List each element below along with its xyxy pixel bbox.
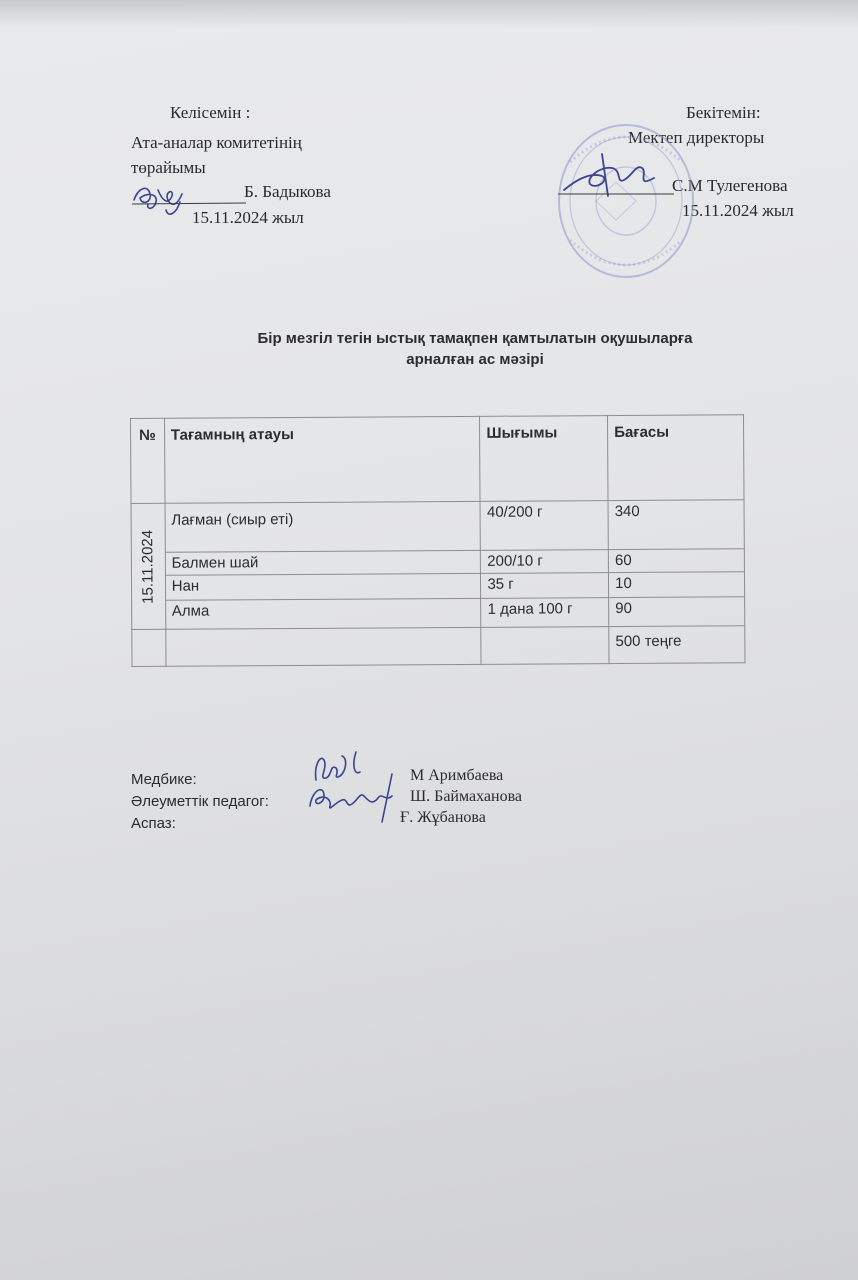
signatories-signatures — [302, 746, 406, 826]
row-name: Лағман (сиыр еті) — [165, 501, 481, 552]
row-price: 60 — [608, 549, 744, 573]
role-nurse: Медбике: — [131, 771, 197, 788]
approval-left-heading: Келісемін : — [170, 103, 251, 122]
total-empty-name — [165, 627, 481, 666]
row-yield: 35 г — [481, 573, 609, 599]
row-yield: 1 дана 100 г — [481, 598, 609, 628]
approval-right-date: 15.11.2024 жыл — [682, 201, 794, 220]
table-header-row — [131, 415, 745, 504]
approval-right-heading: Бекітемін: — [686, 103, 761, 122]
total-empty-no — [132, 629, 166, 666]
header-no: № — [131, 418, 165, 503]
table-total-row — [132, 626, 745, 667]
row-name: Нан — [165, 573, 481, 600]
approval-right-name: С.М Тулегенова — [672, 176, 788, 195]
table-row — [131, 500, 744, 553]
approval-left-name: Б. Бадыкова — [244, 182, 331, 201]
approval-left-date: 15.11.2024 жыл — [192, 208, 304, 227]
total-empty-yield — [481, 627, 609, 665]
header-name: Тағамның атауы — [164, 416, 480, 503]
row-yield: 40/200 г — [480, 501, 608, 551]
total-price: 500 теңге — [609, 626, 745, 664]
table-row — [131, 572, 744, 601]
role-cook: Аспаз: — [131, 815, 176, 832]
title-line-2: арналған ас мәзірі — [406, 351, 544, 368]
name-social-pedagogue: Ш. Баймаханова — [410, 788, 523, 805]
date-cell — [131, 503, 165, 629]
row-price: 340 — [608, 500, 744, 550]
header-yield: Шығымы — [480, 416, 608, 502]
name-cook: Ғ. Жұбанова — [400, 809, 486, 826]
top-shadow — [0, 0, 858, 28]
approval-right-line1: Мектеп директоры — [628, 128, 765, 147]
approval-right-signature — [556, 150, 676, 200]
approval-left-line2: төрайымы — [131, 158, 206, 177]
row-price: 10 — [609, 572, 745, 598]
header-price: Бағасы — [608, 415, 744, 501]
menu-table — [130, 414, 746, 667]
approval-left-signature — [128, 170, 252, 220]
table-row — [132, 597, 745, 630]
approval-left-line1: Ата-аналар комитетінің — [131, 133, 302, 152]
title-line-1: Бір мезгіл тегін ыстық тамақпен қамтылатын оқушыларға — [257, 330, 693, 347]
menu-date: 15.11.2024 — [139, 529, 157, 604]
row-price: 90 — [609, 597, 745, 627]
row-yield: 200/10 г — [481, 550, 609, 574]
document-title — [150, 328, 800, 370]
role-social-pedagogue: Әлеуметтік педагог: — [131, 793, 269, 810]
row-name: Балмен шай — [165, 550, 481, 575]
name-nurse: М Аримбаева — [410, 767, 504, 784]
official-stamp — [556, 122, 696, 280]
row-name: Алма — [165, 598, 481, 629]
